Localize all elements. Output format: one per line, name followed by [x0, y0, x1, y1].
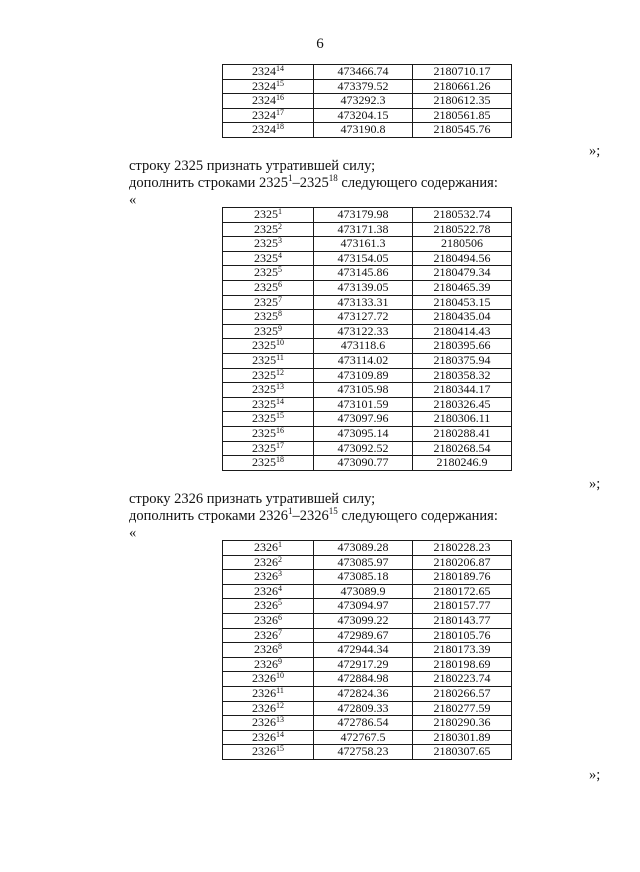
add-text-prefix: дополнить строками 2325	[129, 175, 289, 191]
x-coordinate-cell: 472989.67	[314, 628, 413, 643]
point-number-base: 2325	[254, 207, 278, 221]
table-row	[223, 426, 512, 441]
x-coordinate-cell: 473204.15	[314, 108, 413, 123]
point-number-index: 9	[278, 656, 282, 666]
table-row	[223, 643, 512, 658]
x-coordinate-cell: 473139.05	[314, 280, 413, 295]
point-number-index: 3	[278, 569, 282, 579]
point-number-base: 2324	[252, 78, 276, 93]
add-text-sup-start: 1	[288, 506, 293, 516]
table-row	[223, 441, 512, 456]
point-number-index: 10	[276, 671, 284, 681]
point-number-index: 5	[278, 598, 282, 608]
x-coordinate-cell: 473190.8	[314, 123, 413, 138]
point-number-cell	[223, 584, 314, 599]
table-row	[223, 208, 512, 223]
point-number-index: 14	[276, 729, 284, 739]
x-coordinate-cell: 472767.5	[314, 730, 413, 745]
x-coordinate-cell: 472884.98	[314, 672, 413, 687]
y-coordinate-cell: 2180206.87	[413, 555, 512, 570]
point-number-cell	[223, 310, 314, 325]
point-number-base: 2325	[252, 440, 276, 455]
point-number-cell	[223, 555, 314, 570]
table-row	[223, 397, 512, 412]
point-number-index: 4	[278, 583, 282, 593]
y-coordinate-cell: 2180172.65	[413, 584, 512, 599]
point-number-index: 11	[276, 685, 284, 695]
table-row	[223, 745, 512, 760]
point-number-base: 2325	[252, 367, 276, 382]
x-coordinate-cell: 473099.22	[314, 613, 413, 628]
point-number-cell	[223, 441, 314, 456]
y-coordinate-cell: 2180301.89	[413, 730, 512, 745]
x-coordinate-cell: 473090.77	[314, 456, 413, 471]
x-coordinate-cell: 472786.54	[314, 716, 413, 731]
point-number-index: 16	[276, 425, 284, 435]
point-number-index: 15	[276, 744, 284, 754]
y-coordinate-cell: 2180453.15	[413, 295, 512, 310]
table-row	[223, 599, 512, 614]
point-number-base: 2325	[252, 382, 276, 397]
point-number-base: 2325	[254, 294, 278, 309]
point-number-cell	[223, 672, 314, 687]
point-number-index: 1	[278, 540, 282, 549]
point-number-index: 14	[276, 64, 284, 73]
table-row	[223, 295, 512, 310]
point-number-cell	[223, 280, 314, 295]
y-coordinate-cell: 2180326.45	[413, 397, 512, 412]
point-number-cell	[223, 353, 314, 368]
point-number-cell	[223, 456, 314, 471]
coordinates-table-2324	[222, 64, 512, 138]
table-row	[223, 613, 512, 628]
y-coordinate-cell: 2180306.11	[413, 412, 512, 427]
point-number-cell	[223, 397, 314, 412]
x-coordinate-cell: 473466.74	[314, 65, 413, 80]
x-coordinate-cell: 473092.52	[314, 441, 413, 456]
point-number-base: 2325	[254, 265, 278, 280]
table-row	[223, 65, 512, 80]
point-number-base: 2326	[254, 612, 278, 627]
coordinates-table-2326	[222, 540, 512, 760]
point-number-base: 2325	[252, 352, 277, 367]
x-coordinate-cell: 473179.98	[314, 208, 413, 223]
point-number-base: 2325	[254, 221, 278, 236]
x-coordinate-cell: 473094.97	[314, 599, 413, 614]
point-number-base: 2324	[252, 93, 276, 108]
point-number-index: 13	[276, 382, 284, 392]
table-row	[223, 266, 512, 281]
table-row	[223, 237, 512, 252]
point-number-cell	[223, 686, 314, 701]
point-number-base: 2326	[254, 627, 278, 642]
point-number-cell	[223, 339, 314, 354]
point-number-cell	[223, 730, 314, 745]
point-number-index: 14	[276, 396, 284, 406]
table-row	[223, 368, 512, 383]
point-number-base: 2325	[254, 250, 278, 265]
x-coordinate-cell: 473085.97	[314, 555, 413, 570]
point-number-base: 2324	[252, 122, 276, 137]
y-coordinate-cell: 2180545.76	[413, 123, 512, 138]
y-coordinate-cell: 2180661.26	[413, 79, 512, 94]
table-row	[223, 657, 512, 672]
table-row	[223, 251, 512, 266]
point-number-index: 1	[278, 207, 282, 216]
x-coordinate-cell: 473122.33	[314, 324, 413, 339]
point-number-index: 17	[276, 107, 284, 117]
x-coordinate-cell: 473171.38	[314, 222, 413, 237]
point-number-base: 2326	[254, 569, 278, 584]
point-number-cell	[223, 745, 314, 760]
point-number-base: 2326	[252, 700, 276, 715]
y-coordinate-cell: 2180561.85	[413, 108, 512, 123]
y-coordinate-cell: 2180506	[413, 237, 512, 252]
point-number-base: 2325	[252, 425, 276, 440]
point-number-base: 2326	[252, 715, 276, 730]
table-row	[223, 353, 512, 368]
point-number-base: 2326	[254, 583, 278, 598]
x-coordinate-cell: 473161.3	[314, 237, 413, 252]
table-row	[223, 222, 512, 237]
table-row	[223, 108, 512, 123]
y-coordinate-cell: 2180173.39	[413, 643, 512, 658]
point-number-cell	[223, 368, 314, 383]
y-coordinate-cell: 2180358.32	[413, 368, 512, 383]
table-row	[223, 628, 512, 643]
add-text-prefix: дополнить строками 2326	[129, 508, 289, 524]
point-number-base: 2325	[252, 455, 276, 470]
x-coordinate-cell: 472809.33	[314, 701, 413, 716]
point-number-cell	[223, 570, 314, 585]
point-number-base: 2325	[252, 411, 276, 426]
point-number-index: 4	[278, 250, 282, 260]
point-number-cell	[223, 222, 314, 237]
opening-quote-2: «	[129, 192, 137, 208]
point-number-base: 2325	[254, 236, 278, 251]
y-coordinate-cell: 2180522.78	[413, 222, 512, 237]
point-number-cell	[223, 541, 314, 556]
point-number-index: 9	[278, 323, 282, 333]
point-number-cell	[223, 716, 314, 731]
y-coordinate-cell: 2180246.9	[413, 456, 512, 471]
x-coordinate-cell: 473114.02	[314, 353, 413, 368]
y-coordinate-cell: 2180414.43	[413, 324, 512, 339]
point-number-cell	[223, 251, 314, 266]
y-coordinate-cell: 2180198.69	[413, 657, 512, 672]
point-number-index: 15	[276, 78, 284, 88]
x-coordinate-cell: 472758.23	[314, 745, 413, 760]
point-number-cell	[223, 383, 314, 398]
y-coordinate-cell: 2180395.66	[413, 339, 512, 354]
point-number-cell	[223, 65, 314, 80]
instruction-add-2325	[129, 175, 498, 192]
point-number-cell	[223, 79, 314, 94]
add-text-sup-end: 18	[328, 173, 338, 183]
point-number-index: 18	[276, 455, 284, 465]
add-text-dash: –2326	[292, 508, 329, 524]
point-number-cell	[223, 266, 314, 281]
point-number-cell	[223, 324, 314, 339]
x-coordinate-cell: 473133.31	[314, 295, 413, 310]
add-text-suffix: следующего содержания:	[337, 508, 498, 524]
point-number-base: 2325	[254, 279, 278, 294]
y-coordinate-cell: 2180290.36	[413, 716, 512, 731]
point-number-index: 7	[278, 294, 282, 304]
y-coordinate-cell: 2180494.56	[413, 251, 512, 266]
point-number-base: 2326	[252, 744, 276, 759]
point-number-base: 2326	[254, 554, 278, 569]
table-row	[223, 324, 512, 339]
instruction-remove-2326: строку 2326 признать утратившей силу;	[129, 491, 376, 507]
closing-quote-2: »;	[589, 476, 601, 492]
table-row	[223, 123, 512, 138]
y-coordinate-cell: 2180277.59	[413, 701, 512, 716]
point-number-index: 13	[276, 715, 284, 725]
table-row	[223, 383, 512, 398]
point-number-base: 2326	[254, 656, 278, 671]
y-coordinate-cell: 2180465.39	[413, 280, 512, 295]
add-text-sup-end: 15	[328, 506, 338, 516]
table-row	[223, 310, 512, 325]
point-number-index: 2	[278, 554, 282, 564]
x-coordinate-cell: 473089.28	[314, 541, 413, 556]
y-coordinate-cell: 2180266.57	[413, 686, 512, 701]
table-row	[223, 555, 512, 570]
table-row	[223, 280, 512, 295]
table-row	[223, 701, 512, 716]
table-row	[223, 79, 512, 94]
coordinates-table-2325	[222, 207, 512, 471]
x-coordinate-cell: 473292.3	[314, 94, 413, 109]
point-number-base: 2324	[252, 107, 276, 122]
table-row	[223, 541, 512, 556]
point-number-index: 8	[278, 642, 282, 652]
point-number-cell	[223, 426, 314, 441]
add-text-sup-start: 1	[288, 173, 293, 183]
y-coordinate-cell: 2180228.23	[413, 541, 512, 556]
point-number-cell	[223, 599, 314, 614]
point-number-cell	[223, 628, 314, 643]
point-number-index: 18	[276, 122, 284, 132]
point-number-cell	[223, 613, 314, 628]
point-number-cell	[223, 295, 314, 310]
x-coordinate-cell: 473118.6	[314, 339, 413, 354]
point-number-index: 11	[276, 352, 284, 362]
closing-quote-3: »;	[589, 767, 601, 783]
point-number-base: 2326	[254, 540, 278, 554]
point-number-cell	[223, 94, 314, 109]
point-number-cell	[223, 237, 314, 252]
y-coordinate-cell: 2180307.65	[413, 745, 512, 760]
table-row	[223, 686, 512, 701]
x-coordinate-cell: 473127.72	[314, 310, 413, 325]
point-number-cell	[223, 208, 314, 223]
point-number-cell	[223, 123, 314, 138]
x-coordinate-cell: 473379.52	[314, 79, 413, 94]
point-number-index: 15	[276, 411, 284, 421]
y-coordinate-cell: 2180344.17	[413, 383, 512, 398]
y-coordinate-cell: 2180435.04	[413, 310, 512, 325]
y-coordinate-cell: 2180612.35	[413, 94, 512, 109]
y-coordinate-cell: 2180189.76	[413, 570, 512, 585]
x-coordinate-cell: 473101.59	[314, 397, 413, 412]
point-number-index: 17	[276, 440, 284, 450]
opening-quote-3: «	[129, 525, 137, 541]
point-number-index: 6	[278, 279, 282, 289]
table-row	[223, 672, 512, 687]
point-number-base: 2325	[254, 323, 278, 338]
point-number-index: 10	[276, 338, 284, 348]
y-coordinate-cell: 2180157.77	[413, 599, 512, 614]
point-number-index: 16	[276, 93, 284, 103]
y-coordinate-cell: 2180375.94	[413, 353, 512, 368]
point-number-index: 12	[276, 700, 284, 710]
x-coordinate-cell: 473154.05	[314, 251, 413, 266]
add-text-dash: –2325	[292, 175, 329, 191]
point-number-cell	[223, 412, 314, 427]
y-coordinate-cell: 2180288.41	[413, 426, 512, 441]
y-coordinate-cell: 2180479.34	[413, 266, 512, 281]
x-coordinate-cell: 472917.29	[314, 657, 413, 672]
point-number-base: 2325	[254, 309, 278, 324]
point-number-base: 2324	[252, 64, 276, 78]
y-coordinate-cell: 2180268.54	[413, 441, 512, 456]
point-number-base: 2326	[252, 671, 276, 686]
point-number-base: 2326	[254, 598, 278, 613]
point-number-base: 2326	[252, 729, 276, 744]
table-row	[223, 94, 512, 109]
point-number-index: 2	[278, 221, 282, 231]
x-coordinate-cell: 472944.34	[314, 643, 413, 658]
y-coordinate-cell: 2180532.74	[413, 208, 512, 223]
x-coordinate-cell: 473109.89	[314, 368, 413, 383]
point-number-base: 2325	[252, 396, 276, 411]
x-coordinate-cell: 473085.18	[314, 570, 413, 585]
table-row	[223, 412, 512, 427]
instruction-add-2326	[129, 508, 498, 525]
table-row	[223, 716, 512, 731]
point-number-cell	[223, 643, 314, 658]
table-row	[223, 570, 512, 585]
point-number-index: 3	[278, 236, 282, 246]
closing-quote-1: »;	[589, 143, 601, 159]
table-row	[223, 339, 512, 354]
point-number-base: 2326	[254, 642, 278, 657]
table-row	[223, 584, 512, 599]
point-number-cell	[223, 701, 314, 716]
x-coordinate-cell: 473089.9	[314, 584, 413, 599]
add-text-suffix: следующего содержания:	[337, 175, 498, 191]
x-coordinate-cell: 473097.96	[314, 412, 413, 427]
x-coordinate-cell: 473105.98	[314, 383, 413, 398]
point-number-cell	[223, 657, 314, 672]
table-row	[223, 456, 512, 471]
x-coordinate-cell: 473145.86	[314, 266, 413, 281]
y-coordinate-cell: 2180143.77	[413, 613, 512, 628]
y-coordinate-cell: 2180105.76	[413, 628, 512, 643]
x-coordinate-cell: 472824.36	[314, 686, 413, 701]
point-number-index: 5	[278, 265, 282, 275]
y-coordinate-cell: 2180710.17	[413, 65, 512, 80]
x-coordinate-cell: 473095.14	[314, 426, 413, 441]
point-number-index: 8	[278, 309, 282, 319]
page-number: 6	[316, 36, 324, 52]
point-number-index: 6	[278, 612, 282, 622]
point-number-base: 2325	[252, 338, 276, 353]
point-number-index: 12	[276, 367, 284, 377]
point-number-base: 2326	[252, 685, 277, 700]
y-coordinate-cell: 2180223.74	[413, 672, 512, 687]
point-number-cell	[223, 108, 314, 123]
point-number-index: 7	[278, 627, 282, 637]
instruction-remove-2325: строку 2325 признать утратившей силу;	[129, 158, 376, 174]
table-row	[223, 730, 512, 745]
